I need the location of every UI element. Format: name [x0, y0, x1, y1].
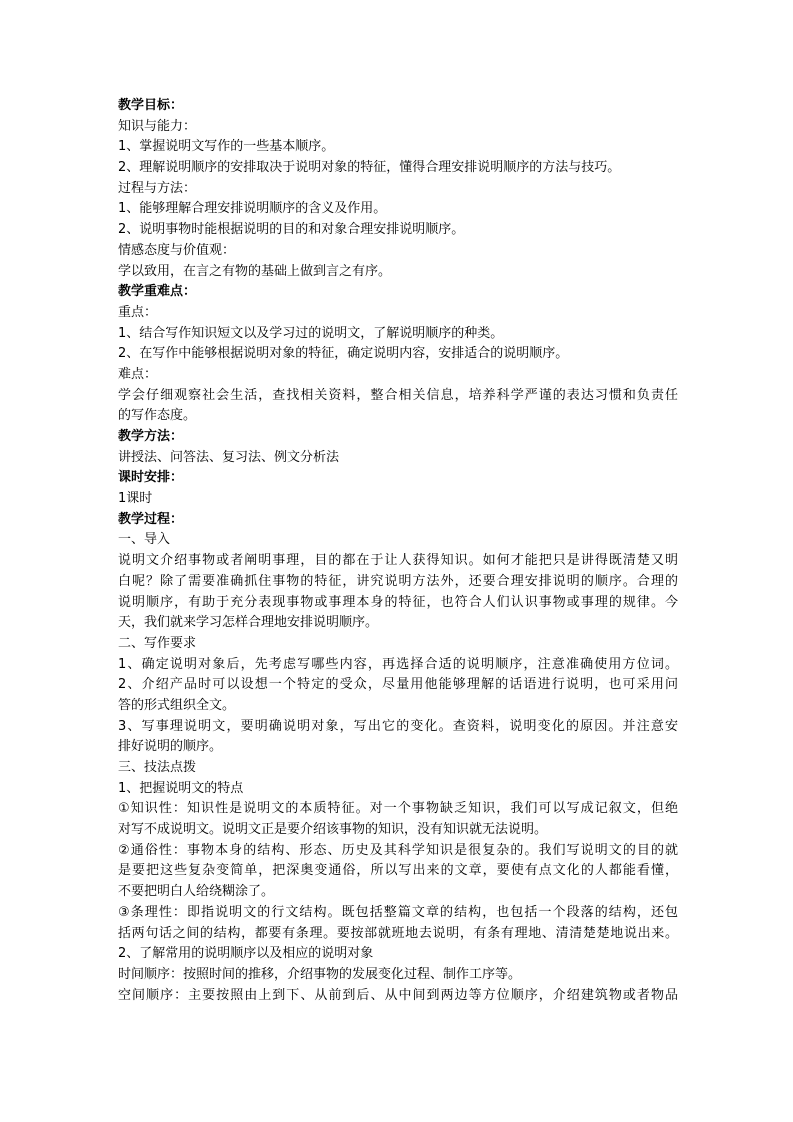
section-heading: 教学方法：	[118, 429, 184, 444]
section-heading: 课时安排：	[118, 470, 184, 486]
text-line: 学以致用，在言之有物的基础上做到言之有序。	[118, 263, 392, 279]
text-line: 2、在写作中能够根据说明对象的特征，确定说明内容，安排适合的说明顺序。	[118, 346, 569, 362]
text-line: 括两句话之间的结构，都要有条理。要按部就班地去说明，有条有理地、清清楚楚地说出来。	[118, 925, 678, 941]
text-line: 答的形式组织全文。	[118, 697, 236, 713]
text-line: 的写作态度。	[118, 408, 197, 424]
text-line: 过程与方法：	[118, 180, 197, 196]
text-line: 二、写作要求	[118, 635, 197, 651]
text-line: 一、导入	[118, 532, 171, 548]
text-line: 排好说明的顺序。	[118, 739, 223, 755]
text-line: 说明文介绍事物或者阐明事理，目的都在于让人获得知识。如何才能把只是讲得既清楚又明	[118, 553, 678, 569]
text-line: 1、能够理解合理安排说明顺序的含义及作用。	[118, 201, 387, 217]
text-line: 1课时	[118, 491, 153, 507]
text-line: 2、理解说明顺序的安排取决于说明对象的特征，懂得合理安排说明顺序的方法与技巧。	[118, 160, 621, 176]
text-line: 知识与能力：	[118, 118, 197, 134]
text-line: 天，我们就来学习怎样合理地安排说明顺序。	[118, 615, 379, 631]
text-line: 1、把握说明文的特点	[118, 780, 244, 796]
text-line: 讲授法、问答法、复习法、例文分析法	[118, 449, 340, 465]
document-body	[118, 96, 678, 1006]
text-line: 三、技法点拨	[118, 760, 197, 775]
text-line: 学会仔细观察社会生活，查找相关资料，整合相关信息，培养科学严谨的表达习惯和负责任	[118, 387, 678, 403]
text-line: 空间顺序：主要按照由上到下、从前到后、从中间到两边等方位顺序，介绍建筑物或者物品	[118, 987, 678, 1003]
text-line: 情感态度与价值观：	[118, 242, 236, 258]
text-line: 1、确定说明对象后，先考虑写哪些内容，再选择合适的说明顺序，注意准确使用方位词。	[118, 656, 678, 672]
text-line: 时间顺序：按照时间的推移，介绍事物的发展变化过程、制作工序等。	[118, 966, 522, 982]
text-line: 不要把明白人给绕糊涂了。	[118, 884, 275, 900]
text-line: 2、介绍产品时可以设想一个特定的受众，尽量用他能够理解的话语进行说明，也可采用问	[118, 677, 678, 693]
text-line: 3、写事理说明文，要明确说明对象，写出它的变化。查资料，说明变化的原因。并注意安	[118, 718, 678, 734]
text-line: 对写不成说明文。说明文正是要介绍该事物的知识，没有知识就无法说明。	[118, 822, 548, 838]
text-line: 1、结合写作知识短文以及学习过的说明文，了解说明顺序的种类。	[118, 325, 504, 341]
section-heading: 教学重难点：	[118, 284, 197, 300]
text-line: 2、了解常用的说明顺序以及相应的说明对象	[118, 946, 374, 962]
text-line: ①知识性：知识性是说明文的本质特征。对一个事物缺乏知识，我们可以写成记叙文，但绝	[118, 801, 678, 817]
section-heading: 教学过程：	[118, 511, 184, 527]
text-line: 重点：	[118, 304, 158, 320]
text-line: 1、掌握说明文写作的一些基本顺序。	[118, 139, 335, 155]
text-line: 是要把这些复杂变简单，把深奥变通俗，所以写出来的文章，要使有点文化的人都能看懂，	[118, 863, 678, 879]
text-line: ③条理性：即指说明文的行文结构。既包括整篇文章的结构，也包括一个段落的结构，还包	[118, 904, 678, 920]
section-heading: 教学目标：	[118, 98, 184, 113]
text-line: 白呢？除了需要准确抓住事物的特征，讲究说明方法外，还要合理安排说明的顺序。合理的	[118, 573, 678, 589]
text-line: ②通俗性：事物本身的结构、形态、历史及其科学知识是很复杂的。我们写说明文的目的就	[118, 842, 678, 858]
text-line: 2、说明事物时能根据说明的目的和对象合理安排说明顺序。	[118, 222, 465, 238]
text-line: 说明顺序，有助于充分表现事物或事理本身的特征，也符合人们认识事物或事理的规律。今	[118, 594, 678, 610]
text-line: 难点：	[118, 366, 158, 382]
